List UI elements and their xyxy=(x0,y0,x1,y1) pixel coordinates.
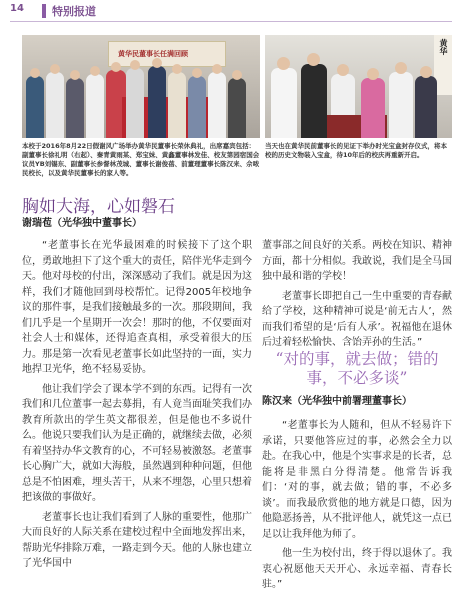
article1-paragraph: 董事部之间良好的关系。两校在知识、精神方面，都十分相似。我敢说，我们是全马国独中最和谐的学校！ xyxy=(262,240,452,282)
article1-paragraph: 他让我们学会了课本学不到的东西。记得有一次我们和几位董事一起去募捐，有人竟当面耻笑我们办教育所款出的学生英文都很差，但是他也不多说什么。他说只要我们认为是正确的，就继续去做，必须有着坚持办华文教育的心，不可轻易被激怒。老董事长心胸广大，就如大海般，虽然遇到种种问题，但他总是不怕困难，埋头苦干，从来不埋怨，心里只想着把该做的事做好。 xyxy=(22,383,252,503)
time-capsule-caption: 当天也在黄华民前董事长的见证下举办时光宝盒封存仪式，将本校的历史文物装入宝盒，待10年后的校庆再重新开启。 xyxy=(265,142,447,159)
article1-headline: 胸如大海，心如磐石 xyxy=(22,197,175,217)
header-divider xyxy=(10,21,452,22)
school-sign-text: 黄华 xyxy=(439,39,448,55)
article1-author: 谢瑞苞（光华独中董事长） xyxy=(22,218,142,229)
ceremony-photo xyxy=(22,35,260,138)
article2-column xyxy=(262,418,452,597)
article1-paragraph: “老董事长在光华最困难的时候接下了这个职位，勇敢地担下了这个重大的责任，陪伴光华走到今天。他对母校的付出，深深感动了我们。就是因为这样，我们才随他回到母校帮忙。记得2005年校地争议的那件事，是我们接触最多的一次。那段期间，我们几乎是一个星期开一次会！那时的他，不仅要面对社会人士和媒体，还得追查真相，承受着很大的压力。那是第一次看见老董事长如此坚持的一面，实力地捍卫光华，绝不轻易妥协。 xyxy=(22,240,252,375)
page-header xyxy=(0,0,462,22)
section-marker xyxy=(42,4,46,18)
page-number: 14 xyxy=(10,3,24,14)
section-title: 特别报道 xyxy=(52,5,96,18)
article1-left-column xyxy=(22,238,252,576)
article2-paragraph: 他一生为校付出，终于得以退休了。我衷心祝愿他天天开心、永远幸福、青春长驻。” xyxy=(262,548,452,590)
article2-headline: “对的事，就去做；错的事，不必多谈” xyxy=(275,350,439,387)
time-capsule-photo xyxy=(265,35,452,138)
ceremony-banner-text: 黄华民董事长任满回顾 xyxy=(118,50,188,58)
ceremony-caption: 本校于2016年8月22日假谢风广场举办黄华民董事长荣休典礼，出席嘉宾包括：副董事长徐礼明（右起）、秦青黄雨某、郑宝妹、黄鑫董事林发佳、校友第园宿国会议员YB刘锡东、副董事长参督林茂城、董事长谢俊蓓、前董理董事长陈汉来、佘哝民校长，以及黄华民董事长的家人等。 xyxy=(22,142,260,177)
article1-paragraph: 老董事长即把自己一生中重要的青春献给了学校，这种精神可说是‘前无古人’，然而我们希望的是‘后有人承’。祝福他在退休后过着轻松愉快、含饴弄孙的生活。” xyxy=(262,290,452,348)
article1-right-column xyxy=(262,238,452,355)
article1-paragraph: 老董事长也让我们看到了人脉的重要性，他那广大而良好的人际关系在建校过程中全面地发挥出来，帮助光华排除万难，一路走到今天。他的人脉也建立了光华国中 xyxy=(22,511,252,569)
article2-paragraph: “老董事长为人随和，但从不轻易许下承诺，只要他答应过的事，必然会全力以赴。在我心中，他是个实事求是的长者，总能将是非黑白分得清楚。他常告诉我们：‘对的事，就去做；错的事，不必多谈’。而我最欣赏他的地方就是口德，因为他隐恶扬善，从不批评他人，就凭这一点已足以让我拜他为师了。 xyxy=(262,420,452,540)
article2-author: 陈汉来（光华独中前署理董事长） xyxy=(262,396,412,407)
